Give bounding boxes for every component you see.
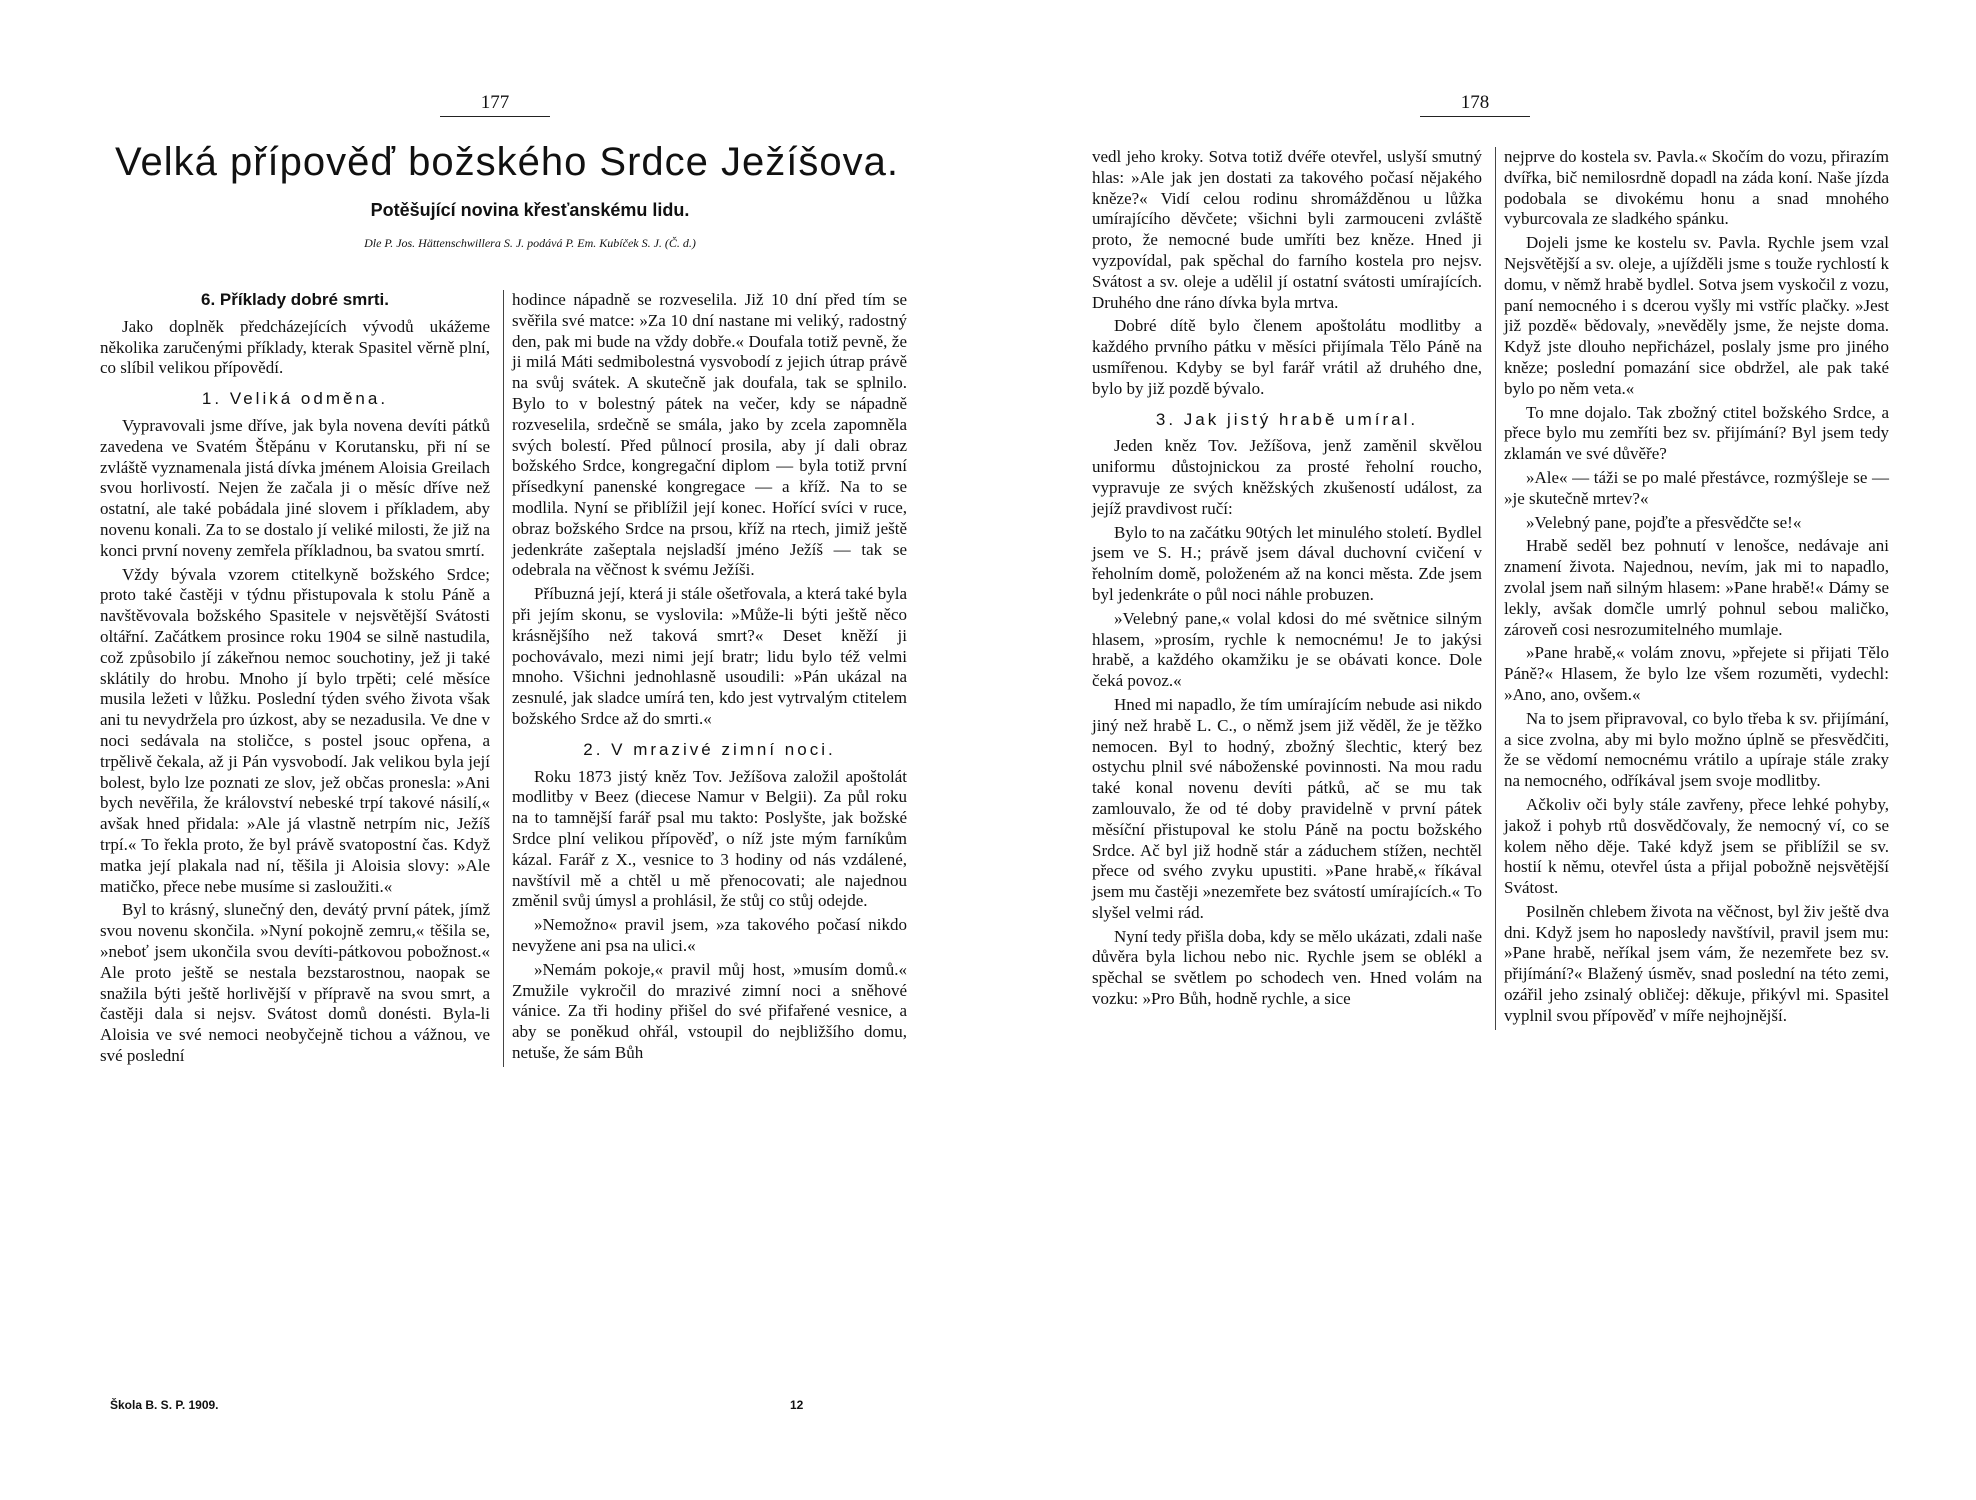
right-page <box>1090 0 1910 1500</box>
subsection-heading-1: 1. Veliká odměna. <box>201 389 389 409</box>
paragraph: Jeden kněz Tov. Ježíšova, jenž zaměnil skvělou uniformu důstojnickou za prosté řeholní roucho, vypravuje ze svých kněžských zkušeností událost, za jejíž pravdivost ručí: <box>1092 436 1482 518</box>
subsection-heading-2: 2. V mrazivé zimní noci. <box>583 739 836 759</box>
section-heading: 6. Příklady dobré smrti. <box>200 290 389 309</box>
paragraph: »Pane hrabě,« volám znovu, »přejete si přijati Tělo Páně?« Hlasem, že bylo lze všem rozuměti, vydechl: »Ano, ano, ovšem.« <box>1504 643 1889 704</box>
page-number-right: 178 <box>1420 92 1530 117</box>
paragraph: »Ale« — táži se po malé přestávce, rozmýšleje se — »je skutečně mrtev?« <box>1504 467 1889 508</box>
intro-paragraph: Jako doplněk předcházejících vývodů ukážeme několika zaručenými příklady, kterak Spasitel věrně plní, co slíbil velikou přípovědí. <box>100 316 490 378</box>
footer-signature: 12 <box>790 1398 804 1412</box>
article-byline: Dle P. Jos. Hättenschwillera S. J. podává P. Em. Kubíček S. J. (Č. d.) <box>364 236 696 250</box>
paragraph: Dojeli jsme ke kostelu sv. Pavla. Rychle jsem vzal Nejsvětější a sv. oleje, a ujížděli jsme s touže rychlostí k domu, v němž hrabě bydlel. Sotva jsem vyskočil z vozu, paní nemocného i s dcerou vyšly mi vstříc plačky. »Jest již pozdě« bědovaly, »nevěděly jsme, že nejste doma. Když jste dlouho nepřicházel, poslaly jsme pro jiného kněze; poslední pomazání sice obdržel, ale pak také bylo po něm veta.« <box>1504 233 1889 398</box>
paragraph: Byl to krásný, slunečný den, devátý první pátek, jímž svou novenu skončila. »Nyní pokojně zemru,« těšila se, »neboť jsem ukončila svou devíti-pátkovou pobožnost.« Ale proto ještě se nestala bezstarostnou, naopak se snažila býti ještě horlivější v přípravě na svou smrt, a častěji dala si nejsv. Svátost domů donésti. Byla-li Aloisia ve své nemoci neobyčejně tichou a vážnou, ve své poslední <box>100 900 490 1065</box>
right-column-1 <box>1092 147 1482 1013</box>
article-title: Velká přípověď božského Srdce Ježíšova. <box>115 140 899 184</box>
paragraph: Příbuzná její, která ji stále ošetřovala, a která také byla při jejím skonu, se vyslovila: »Může-li býti ještě něco krásnějšího než taková smrt?« Deset kněží ji pochovávalo, mezi nimi její bratr; lidu bylo též velmi mnoho. Všichni jednohlasně usoudili: »Pán ukázal na zesnulé, jak sladce umírá ten, kdo jest vytrvalým ctitelem božského Srdce až do smrti.« <box>512 584 907 728</box>
paragraph: hodince nápadně se rozveselila. Již 10 dní před tím se svěřila své matce: »Za 10 dní nastane mi veliký, radostný den, pak mi bude na vždy dobře.« Doufala totiž pevně, že ji milá Máti sedmibolestná vysvobodí z jejich útrap právě na svůj svátek. A skutečně jak doufala, tak se splnilo. Bylo to v bolestný pátek na večer, kdy se nápadně rozveselila, srdečně se smála, jako by zcela zapomněla svých bolestí. Před půlnocí prosila, aby jí dali obraz božského Srdce, kongregační diplom — byla totiž první přísedkyní panenské kongregace — a kříž. Na to se modlila. Nyní se přiblížil její konec. Hořící svíci v ruce, obraz božského Srdce na prsou, kříž na rtech, jimiž ještě jedenkráte zašeptala nejsladší jméno Ježíš — tak se odebrala na věčnost k svému Ježíši. <box>512 290 907 580</box>
page-number-left: 177 <box>440 92 550 117</box>
paragraph: »Nemám pokoje,« pravil můj host, »musím domů.« Zmužile vykročil do mrazivé zimní noci a sněhové vánice. Za tři hodiny přišel do své přifařené vesnice, a aby se poněkud ohřál, vstoupil do nejbližšího domu, netuše, že sám Bůh <box>512 959 907 1062</box>
right-column-2 <box>1495 147 1889 1030</box>
paragraph: Hrabě seděl bez pohnutí v lenošce, nedávaje ani znamení života. Najednou, nevím, jak mi to napadlo, zvolal jsem naň silným hlasem: »Pane hrabě!« Dámy se lekly, avšak domčle umrlý pohnul sebou maličko, zároveň cosi nesrozumitelného mumlaje. <box>1504 536 1889 639</box>
paragraph: Bylo to na začátku 90tých let minulého století. Bydlel jsem ve S. H.; právě jsem dával duchovní cvičení v řeholním domě, položeném až na konci města. Zde jsem byl jedenkráte o půl noci náhle probuzen. <box>1092 522 1482 604</box>
paragraph: Posilněn chlebem života na věčnost, byl živ ještě dva dni. Když jsem ho naposledy navštívil, pravil jsem mu: »Pane hrabě, neříkal jsem vám, že nezemřete bez sv. přijímání?« Blažený úsměv, snad poslední na této zemi, ozářil jeho zsinalý obličej: děkuje, přikývl mi. Spasitel vyplnil svou přípověď v míře nejhojnější. <box>1504 901 1889 1025</box>
paragraph: To mne dojalo. Tak zbožný ctitel božského Srdce, a přece bylo mu zemříti bez sv. přijímání? Byl jsem tedy zklamán ve své důvěře? <box>1504 402 1889 464</box>
left-column-1 <box>100 290 490 1070</box>
paragraph: vedl jeho kroky. Sotva totiž dvéře otevřel, uslyší smutný hlas: »Ale jak jen dostati za takového počasí nějakého kněze?« Vidí celou rodinu shromážděnou u lůžka umírajícího děvčete; všichni byli zarmouceni zvláště proto, že nemocné bude umříti bez kněze. Hned ji vyzpovídal, pak spěchal do farního kostela pro nejsv. Svátost a sv. oleje a udělil jí ostatní svátosti umírajících. Druhého dne ráno dívka byla mrtva. <box>1092 147 1482 312</box>
article-subtitle: Potěšující novina křesťanskému lidu. <box>370 200 690 220</box>
paragraph: Vypravovali jsme dříve, jak byla novena devíti pátků zavedena ve Svatém Štěpánu v Korutansku, při ní se zvláště vyznamenala jistá dívka jménem Aloisia Greilach svou horlivostí. Nejen že začala ji o měsíc dříve než ostatní, ale také pobádala jiné slovem i příkladem, aby novenu konali. Za to se dostalo jí veliké milosti, že již na konci první noveny zemřela příkladnou, ba svatou smrtí. <box>100 415 490 560</box>
paragraph: Ačkoliv oči byly stále zavřeny, přece lehké pohyby, jakož i pohyb rtů dosvědčovaly, že nemocný ví, co se kolem něho děje. Také když jsem se přiblížil se sv. hostií k němu, otevřel ústa a přijal pobožně nejsvětější Svátost. <box>1504 794 1889 898</box>
left-page <box>90 0 985 1500</box>
paragraph: Dobré dítě bylo členem apoštolátu modlitby a každého prvního pátku v měsíci přijímala Tělo Páně na usmířenou. Kdyby se byl farář vrátil až druhého dne, bylo by již pozdě bývalo. <box>1092 316 1482 398</box>
paragraph: »Nemožno« pravil jsem, »za takového počasí nikdo nevyžene ani psa na ulici.« <box>512 915 907 955</box>
left-column-2 <box>503 290 907 1067</box>
paragraph: Na to jsem připravoval, co bylo třeba k sv. přijímání, a sice zvolna, aby mi bylo možno úplně se přesvědčiti, že se vědomí nemocnému vrátilo a upíraje stále zraky na nemocného, odříkával jsem svoje modlitby. <box>1504 708 1889 791</box>
footer-journal: Škola B. S. P. 1909. <box>110 1398 219 1412</box>
paragraph: Hned mi napadlo, že tím umírajícím nebude asi nikdo jiný než hrabě L. C., o němž jsem již věděl, že je těžko nemocen. Byl to hodný, zbožný šlechtic, který bez ostychu plnil své náboženské povinnosti. Na mou radu také konal novenu devíti pátků, ač se mu tak zamlouvalo, že od té doby pravidelně v první pátek měsíční přistupoval ke stolu Páně na poctu božského Srdce. Ač byl již hodně stár a záduchem stížen, nechtěl přece od svého zvyku upustiti. »Pane hrabě,« říkával jsem mu častěji »nezemřete bez svátostí umírajících.« To slyšel velmi rád. <box>1092 694 1482 922</box>
paragraph: Roku 1873 jistý kněz Tov. Ježíšova založil apoštolát modlitby v Beez (diecese Namur v Belgii). Za půl roku na to tamnější farář psal mu takto: Poslyšte, jak božské Srdce plní velikou přípověď, o níž jste mým farníkům kázal. Farář z X., vesnice to 3 hodiny od nás vzdálené, navštívil mě a chtěl u mě přenocovati; ale najednou změnil svůj úmysl a prohlásil, že stůj co stůj odejde. <box>512 766 907 911</box>
paragraph: Vždy bývala vzorem ctitelkyně božského Srdce; proto také častěji v týdnu přistupovala k stolu Páně a navštěvovala božského Spasitele v nejsvětější Svátosti oltářní. Začátkem prosince roku 1904 se silně nastudila, což způsobilo jí zákeřnou nemoc souchotiny, jež ji také sklátily do hrobu. Mnoho jí bylo trpěti; celé měsíce musila ležeti v lůžku. Poslední týden svého života však ani tu nevydržela pro úzkost, aby se nezadusila. Ve dne v noci sedávala na stoličce, s postel jsouc opřena, a trpělivě čekala, až ji Pán vysvobodí. Jak velikou byla její bolest, bylo lze poznati ze slov, jež občas pronesla: »Ani bych nevěřila, že království nebeské trpí takové násilí,« avšak hned přidala: »Ale já vlastně netrpím nic, Ježíš trpí.« To řekla proto, že byl právě svatopostní čas. Když matka její plakala nad ní, těšila ji Aloisia slovy: »Ale matičko, přece nebe musíme si zasloužiti.« <box>100 564 490 896</box>
paragraph: »Velebný pane,« volal kdosi do mé světnice silným hlasem, »prosím, rychle k nemocnému! Je to jakýsi hrabě, a každého okamžiku je se obávati konce. Dole čeká povoz.« <box>1092 608 1482 691</box>
paragraph: Nyní tedy přišla doba, kdy se mělo ukázati, zdali naše důvěra byla lichou nebo nic. Rychle jsem se oblékl a spěchal se světlem po schodech ven. Hned volám na vozku: »Pro Bůh, hodně rychle, a sice <box>1092 926 1482 1009</box>
subsection-heading-3: 3. Jak jistý hrabě umíral. <box>1155 409 1419 429</box>
paragraph: »Velebný pane, pojďte a přesvědčte se!« <box>1526 512 1802 532</box>
paragraph: nejprve do kostela sv. Pavla.« Skočím do vozu, přirazím dvířka, bič nemilosrdně dopadl na záda koní. Naše jízda podobala se divokému honu a snad mnohého vyburcovala ze sladkého spánku. <box>1504 147 1889 229</box>
